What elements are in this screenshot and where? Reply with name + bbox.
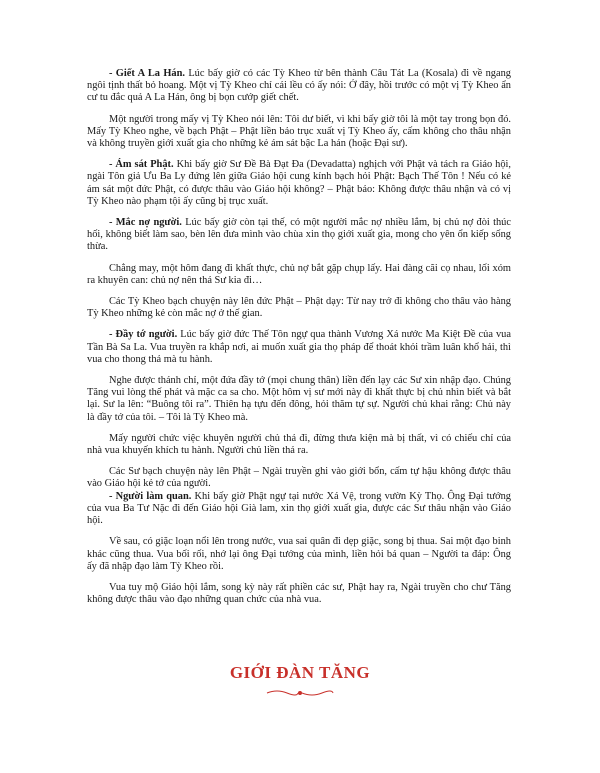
- paragraph-text: Khi bấy giờ Sư Đề Bà Đạt Đa (Devadatta) nghịch với Phật và tách ra Giáo hội, ngài Tôn giả Ưu Ba Ly đứng lên giữa Giáo hội cung kính bạch hỏi Phật: Bạch Thế Tôn ! Nếu có kẻ ám sát một đức Phật, có được thâu vào Giáo hội không? – Phật bảo: Không được thâu nhận và có vị Tỳ Kheo nào phạm tội ấy cũng bị trục xuất.: [87, 159, 512, 207]
- body-text: [87, 68, 511, 615]
- paragraph-text: Nghe được thánh chỉ, một đứa đầy tớ (mọi chung thân) liền đến lạy các Sư xin nhập đạo. Chúng Tăng vui lòng thế phát và mặc ca sa cho. Một hôm vị sư mới này đi khất thực bị chủ nhìn biết và bắt lại. Sư la lên: “Buông tôi ra”. Thiên hạ tựu đến đông, hỏi thăm tự sự. Người chủ khai rằng: Chủ này là đầy tớ của tôi. – Tôi là Tỳ Kheo mà.: [87, 375, 511, 423]
- paragraph: [87, 375, 511, 424]
- paragraph: [87, 263, 511, 287]
- paragraph: [87, 466, 511, 490]
- paragraph: [87, 433, 511, 457]
- paragraph-text: Lúc bấy giờ còn tại thế, có một người mắc nợ nhiều lắm, bị chủ nợ đòi thúc hối, không biết làm sao, bèn lên đưa mình vào chùa xin thọ giới xuất gia, mong cho yên ổn kiếp sống thừa.: [87, 217, 511, 253]
- paragraph-heading: - Mắc nợ người.: [109, 217, 182, 229]
- paragraph: [87, 491, 511, 528]
- paragraph-text: Khi bấy giờ Phật ngự tại nước Xá Vệ, trong vườn Kỳ Thọ. Ông Đại tướng của vua Ba Tư Nặc đi đến Giáo hội Già lam, xin thọ giới xuất gia, được các Sư thâu nhận vào Giáo hội.: [87, 490, 511, 527]
- paragraph-heading: - Người làm quan.: [109, 490, 192, 502]
- paragraph-text: Các Tỳ Kheo bạch chuyện này lên đức Phật – Phật dạy: Từ nay trở đi không cho thâu vào hàng Tỳ Kheo những kẻ còn mắc nợ ở thế gian.: [87, 296, 511, 320]
- paragraph-heading: - Ám sát Phật.: [109, 159, 174, 171]
- paragraph-text: Vua tuy mộ Giáo hội lắm, song kỳ này rất phiền các sư, Phật hay ra, Ngài truyền cho chư Tăng không được thâu vào đạo những quan chức của nhà vua.: [87, 581, 511, 606]
- paragraph-text: Về sau, có giặc loạn nổi lên trong nước, vua sai quân đi dẹp giặc, song bị thua. Sai một đạo binh khác cũng thua. Vua bối rối, nhớ lại ông Đại tướng của mình, liền hỏi bá quan – Người ta đáp: Ông ấy đã nhập đạo làm Tỳ Kheo rồi.: [87, 536, 511, 572]
- paragraph: [87, 68, 511, 105]
- paragraph-text: Lúc bấy giờ đức Thế Tôn ngự qua thành Vương Xá nước Ma Kiệt Đề của vua Tần Bà Sa La. Vua truyền ra khắp nơi, ai muốn xuất gia thọ pháp để thoát khỏi trầm luân khổ hải, thì vua cho thong thả mà tu hành.: [87, 329, 511, 365]
- flourish-icon: [265, 685, 335, 703]
- footer-title: GIỚI ĐÀN TĂNG: [229, 663, 371, 682]
- paragraph: [87, 329, 511, 366]
- paragraph-text: Lúc bấy giờ có các Tỳ Kheo từ bên thành Câu Tát La (Kosala) đi về ngang ngôi tịnh thất bỏ hoang. Một vị Tỳ Kheo chỉ cái lều có ấy nói: Ở đây, hồi trước có một vị Tỳ Kheo ẩn cư tu đắc quả A La Hán, ông bị bọn cướp giết chết.: [87, 68, 511, 104]
- paragraph: [87, 159, 511, 208]
- paragraph: [87, 536, 511, 573]
- paragraph-text: Các Sư bạch chuyện này lên Phật – Ngài truyền ghi vào giới bổn, cấm tự hậu không được thâu vào Giáo hội kẻ tớ của người.: [87, 466, 511, 490]
- paragraph-text: Một người trong mấy vị Tỳ Kheo nói lên: Tôi dư biết, vì khi bấy giờ tôi là một tay trong bọn đó. Mấy Tỳ Kheo nghe, về bạch Phật – Phật liền bảo trục xuất vị Tỳ Kheo ấy, cấm không cho thâu nhận và không truyền giới xuất gia cho những kẻ ám sát bậc La hán (hoặc Đại sư).: [87, 113, 511, 150]
- paragraph-text: Mấy người chức việc khuyên người chủ thả đi, đừng thưa kiện mà bị thất, vì có chiếu chỉ của nhà vua khuyến khích tu hành. Người chủ liền thả ra.: [87, 432, 511, 457]
- paragraph-text: Chẳng may, một hôm đang đi khất thực, chủ nợ bắt gặp chụp lấy. Hai đàng cãi cọ nhau, lối xóm ra khuyên can: chủ nợ nên thả Sư kia đi…: [87, 262, 511, 286]
- paragraph: [87, 582, 511, 606]
- paragraph-heading: - Giết A La Hán.: [109, 68, 185, 79]
- paragraph-heading: - Đầy tớ người.: [109, 329, 178, 341]
- paragraph: [87, 114, 511, 151]
- paragraph: [87, 217, 511, 254]
- paragraph: [87, 296, 511, 320]
- page-footer: [0, 663, 600, 703]
